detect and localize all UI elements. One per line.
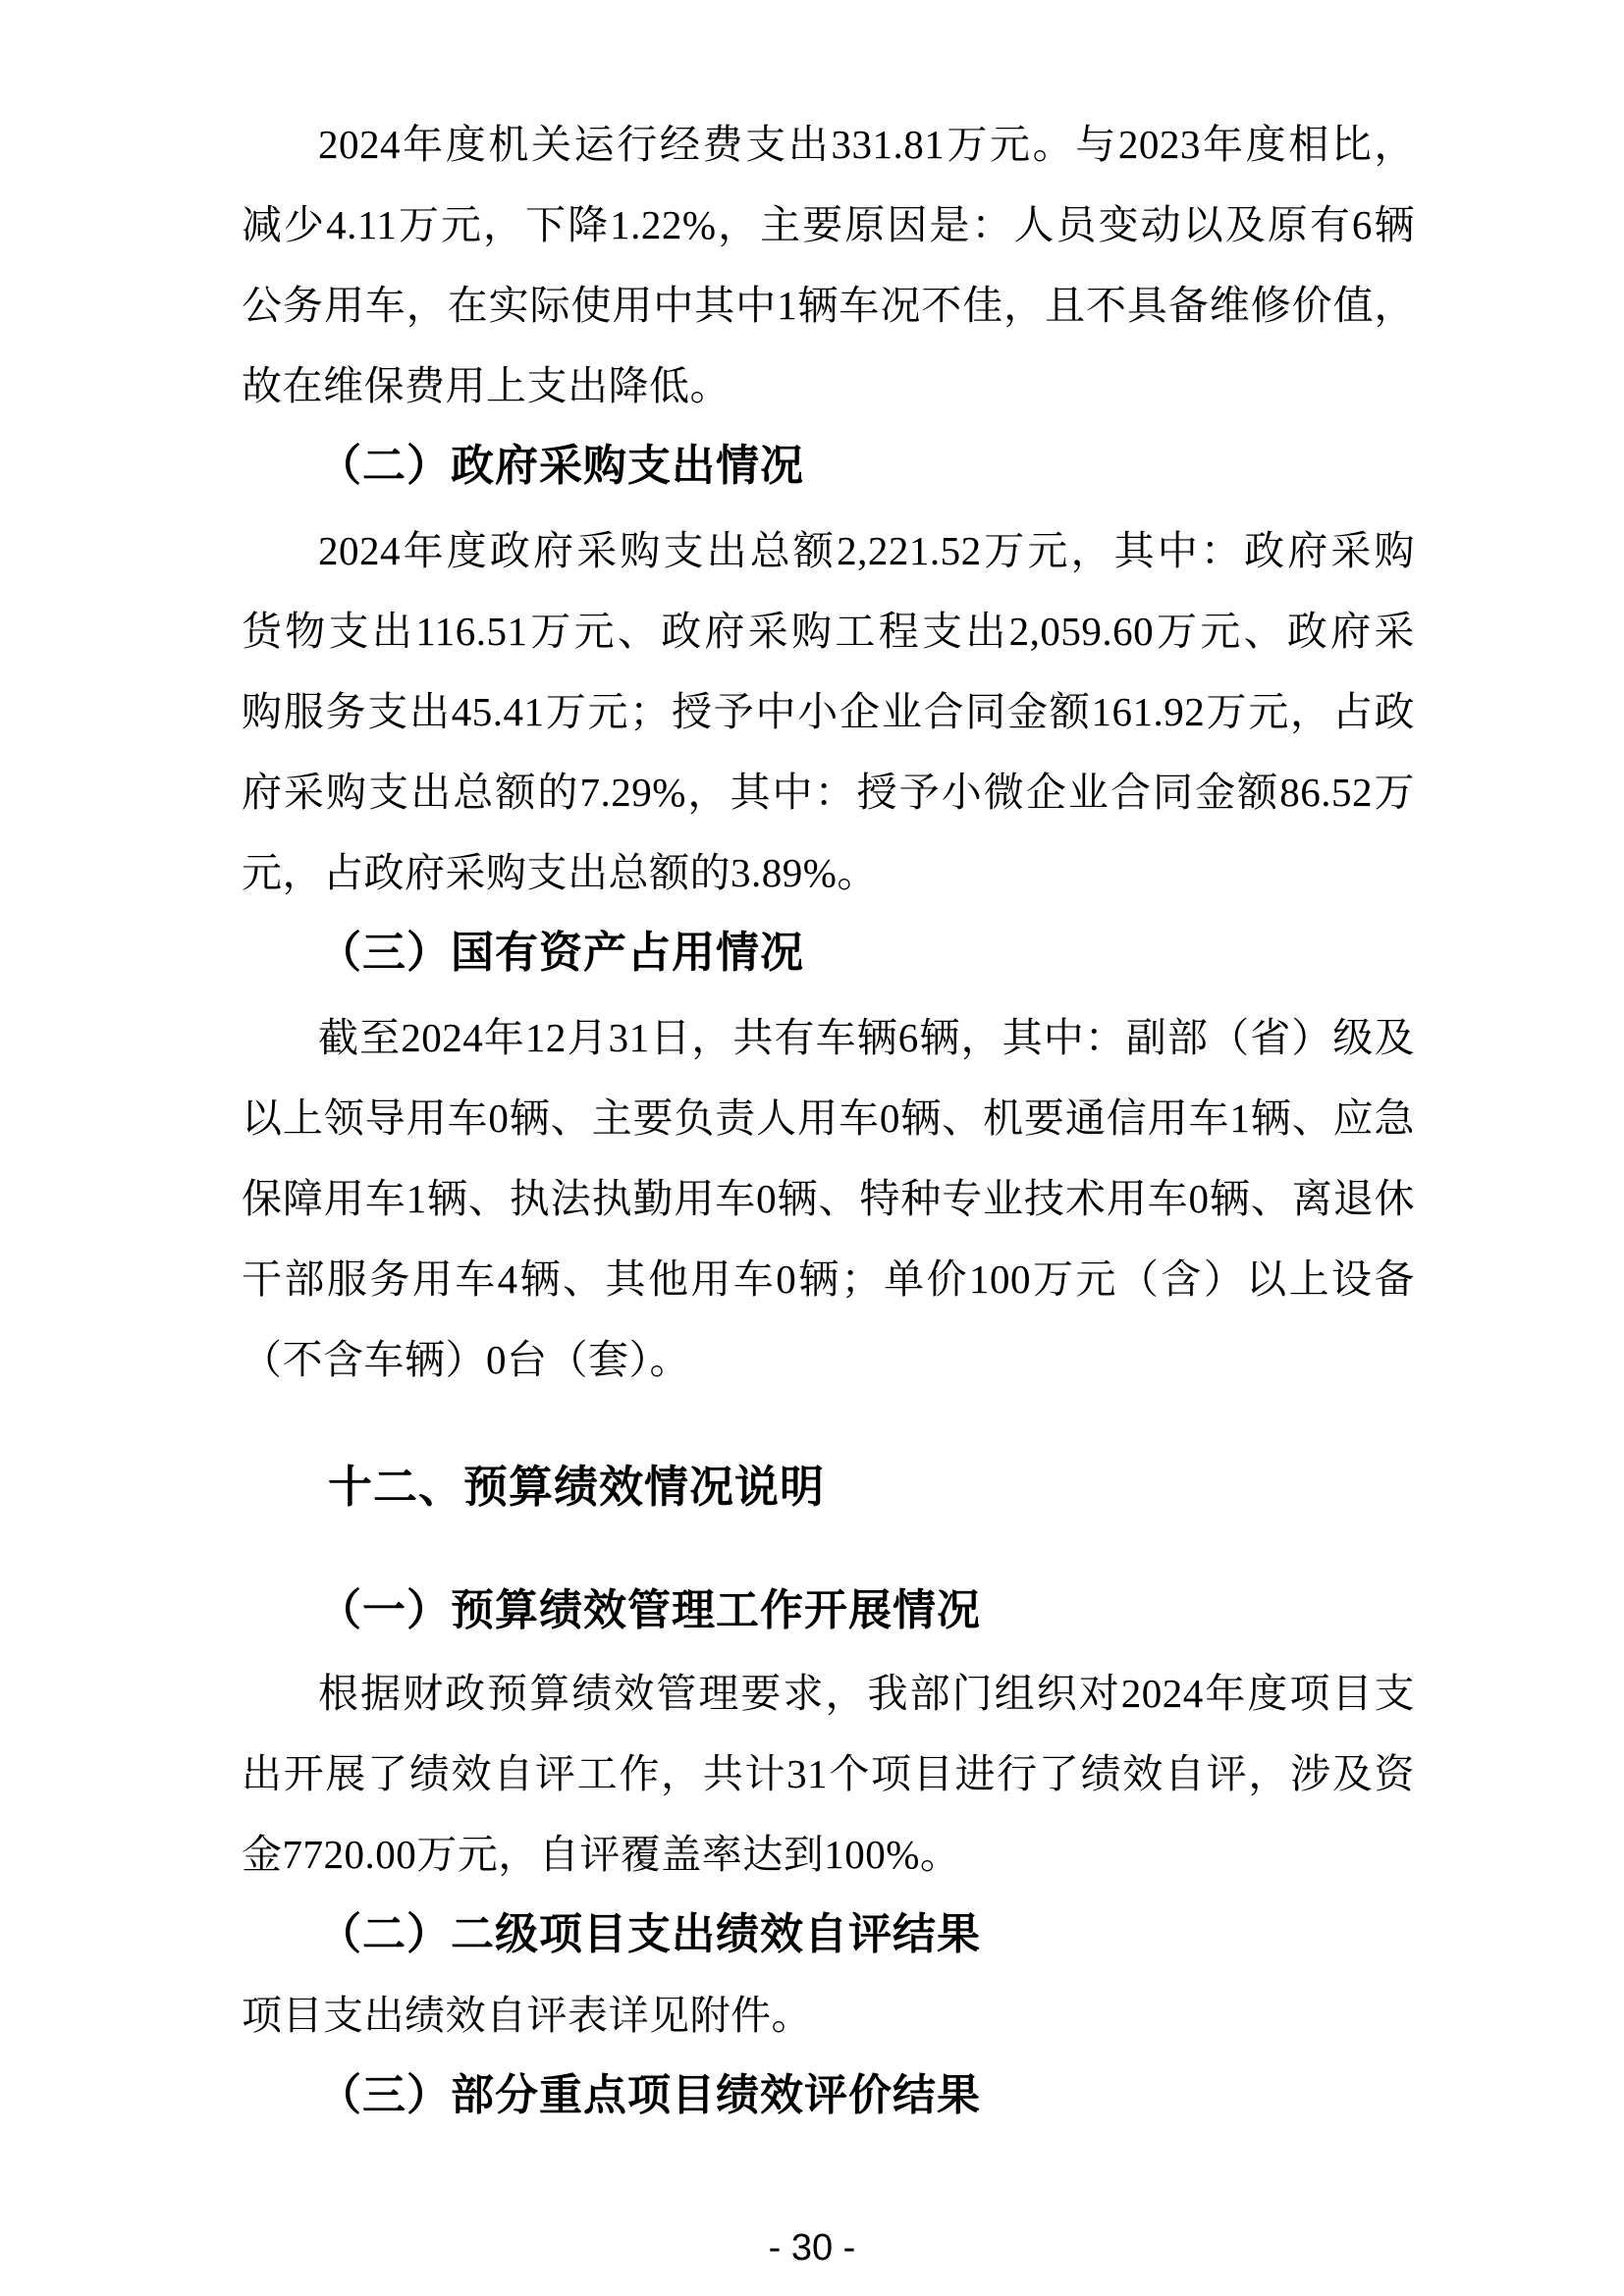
- section-heading: （一）预算绩效管理工作开展情况: [318, 1586, 981, 1634]
- section-heading: （二）二级项目支出绩效自评结果: [318, 1910, 981, 1958]
- paragraph-line: 货物支出116.51万元、政府采购工程支出2,059.60万元、政府采: [242, 609, 1415, 654]
- paragraph-line: 2024年度政府采购支出总额2,221.52万元，其中：政府采购: [318, 528, 1415, 573]
- section-heading: （三）部分重点项目绩效评价结果: [318, 2071, 981, 2119]
- paragraph-line: 以上领导用车0辆、主要负责人用车0辆、机要通信用车1辆、应急: [242, 1095, 1415, 1141]
- paragraph-line: 保障用车1辆、执法执勤用车0辆、特种专业技术用车0辆、离退休: [242, 1176, 1415, 1221]
- paragraph-line: 2024年度机关运行经费支出331.81万元。与2023年度相比，: [318, 122, 1415, 167]
- paragraph-line: 府采购支出总额的7.29%，其中：授予小微企业合同金额86.52万: [242, 770, 1415, 815]
- paragraph-line: 项目支出绩效自评表详见附件。: [242, 1993, 812, 2038]
- paragraph-line: 干部服务用车4辆、其他用车0辆；单价100万元（含）以上设备: [242, 1256, 1415, 1302]
- paragraph-line: 截至2024年12月31日，共有车辆6辆，其中：副部（省）级及: [318, 1015, 1415, 1060]
- paragraph-line: 金7720.00万元，自评覆盖率达到100%。: [242, 1832, 961, 1877]
- chapter-heading: 十二、预算绩效情况说明: [328, 1462, 826, 1512]
- paragraph-line: 公务用车，在实际使用中其中1辆车况不佳，且不具备维修价值，: [242, 283, 1415, 328]
- paragraph-line: （不含车辆）0台（套）。: [242, 1337, 690, 1382]
- section-heading: （二）政府采购支出情况: [318, 442, 804, 490]
- paragraph-line: 购服务支出45.41万元；授予中小企业合同金额161.92万元，占政: [242, 689, 1415, 734]
- paragraph-line: 出开展了绩效自评工作，共计31个项目进行了绩效自评，涉及资: [242, 1751, 1415, 1796]
- page-number: - 30 -: [768, 2227, 856, 2269]
- paragraph-line: 根据财政预算绩效管理要求，我部门组织对2024年度项目支: [318, 1671, 1415, 1716]
- paragraph-line: 减少4.11万元，下降1.22%，主要原因是：人员变动以及原有6辆: [242, 202, 1415, 247]
- paragraph-line: 元，占政府采购支出总额的3.89%。: [242, 850, 878, 895]
- paragraph-line: 故在维保费用上支出降低。: [242, 363, 731, 408]
- section-heading: （三）国有资产占用情况: [318, 929, 804, 977]
